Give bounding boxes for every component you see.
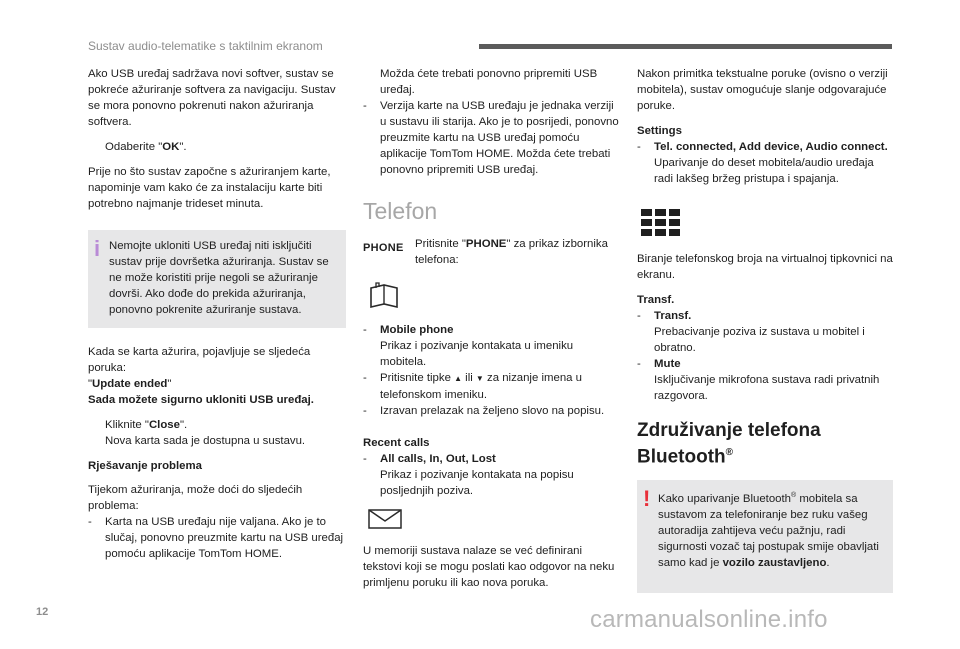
envelope-icon	[367, 507, 403, 531]
usb-update-paragraph: Ako USB uređaj sadržava novi softver, sustav se pokreće ažuriranje softvera za navigaciju. Sustav se mora ponovno pokrenuti nakon ažuriranja softvera.	[88, 68, 336, 128]
section-title-bluetooth: Združivanje telefona Bluetooth®	[637, 420, 821, 468]
transf-heading: Transf.	[637, 294, 675, 306]
column-3	[637, 66, 893, 609]
troubleshooting-item: - Verzija karte na USB uređaju je jednaka verziji u sustavu ili starija. Ako je to posrijedi, ponovno preuzmite kartu na USB uređaj pomoću aplikacije TomTom HOME. Možda ćete trebati ponovno pripremiti USB uređaj.	[363, 100, 619, 176]
mute-item: - Mute Isključivanje mikrofona sustava radi privatnih razgovora.	[637, 358, 880, 402]
close-label: Close	[148, 419, 180, 431]
keypad-paragraph: Biranje telefonskog broja na virtualnoj tipkovnici na ekranu.	[637, 253, 893, 281]
page-number: 12	[36, 606, 49, 618]
troubleshooting-heading: Rješavanje problema	[88, 460, 202, 472]
info-note-text: Nemojte ukloniti USB uređaj niti isključiti sustav prije dovršetka ažuriranja. Sustav se ne može koristiti prije negoli se ažuriranje dovrši. Ako dođe do prekida ažuriranja, ponovno pokrenite ažuriranje sustava.	[109, 240, 329, 316]
click-close-step: Kliknite "Close". Nova karta sada je dostupna u sustavu.	[105, 419, 306, 447]
header-title: Sustav audio-telematike s taktilnim ekranom	[88, 39, 323, 53]
contacts-book-icon	[367, 280, 401, 310]
column-2	[363, 66, 621, 600]
info-note	[88, 230, 346, 328]
ok-label: OK	[162, 141, 180, 153]
transf-item: - Transf. Prebacivanje poziva iz sustava u mobitel i obratno.	[637, 310, 865, 354]
warning-icon: !	[643, 486, 651, 512]
jump-letter-item: - Izravan prelazak na željeno slovo na popisu.	[363, 405, 605, 417]
safe-remove-message: Sada možete sigurno ukloniti USB uređaj.	[88, 394, 314, 406]
select-ok-step: Odaberite "OK".	[105, 141, 187, 153]
phone-button-icon: PHONE	[363, 242, 404, 254]
sms-reply-paragraph: Nakon primitka tekstualne poruke (ovisno o verziji mobitela), sustav omogućuje slanje odgovarajuće poruke.	[637, 68, 888, 112]
install-time-paragraph: Prije no što sustav započne s ažuriranjem karte, napominje vam kako će za instalaciju karte biti potrebno najmanje trideset minuta.	[88, 166, 331, 210]
recent-calls-item: - All calls, In, Out, Lost Prikaz i pozivanje kontakata na popisu posljednjih poziva.	[363, 453, 574, 497]
warning-note: ! Kako uparivanje Bluetooth® mobitela sa sustavom za telefoniranje bez ruku vašeg autoradija zahtijeva veću pažnju, radi sigurnosti vozač taj postupak smije obavljati samo kad je vozilo zaustavljeno.	[637, 480, 893, 593]
troubleshooting-item: - Karta na USB uređaju nije valjana. Ako je to slučaj, ponovno preuzmite kartu na USB uređaj pomoću aplikacije TomTom HOME.	[88, 516, 344, 560]
mobile-phone-item: - Mobile phone Prikaz i pozivanje kontakata u imeniku mobitela.	[363, 324, 574, 368]
down-arrow-icon: ▼	[475, 374, 484, 383]
section-title-telefon: Telefon	[363, 198, 438, 224]
usb-prepare-note: Možda ćete trebati ponovno pripremiti USB uređaj.	[380, 68, 598, 96]
settings-heading: Settings	[637, 125, 682, 137]
scroll-keys-item: - Pritisnite tipke ▲ ili ▼ za nizanje imena u telefonskom imeniku.	[363, 372, 582, 401]
column-1	[88, 66, 346, 562]
keypad-icon	[641, 209, 681, 237]
up-arrow-icon: ▲	[454, 374, 462, 383]
settings-item: - Tel. connected, Add device, Audio connect. Uparivanje do deset mobitela/audio uređaja radi lakšeg bržeg pristupa i spajanja.	[637, 141, 888, 185]
info-icon: i	[94, 236, 101, 261]
update-ended-message: Update ended	[92, 378, 168, 390]
sms-templates-paragraph: U memoriji sustava nalaze se već definirani tekstovi koji se mogu poslati kao odgovor na neku primljenu poruku ili kao nova poruka.	[363, 545, 615, 589]
troubleshooting-intro: Tijekom ažuriranja, može doći do sljedećih problema:	[88, 484, 303, 512]
recent-calls-heading: Recent calls	[363, 437, 430, 449]
header-bar	[479, 44, 892, 49]
update-message-paragraph: Kada se karta ažurira, pojavljuje se sljedeća poruka: "Update ended" Sada možete sigurno ukloniti USB uređaj.	[88, 346, 314, 406]
watermark: carmanualsonline.info	[590, 606, 828, 633]
phone-button-row: PHONE Pritisnite "PHONE" za prikaz izbornika telefona:	[363, 238, 608, 266]
